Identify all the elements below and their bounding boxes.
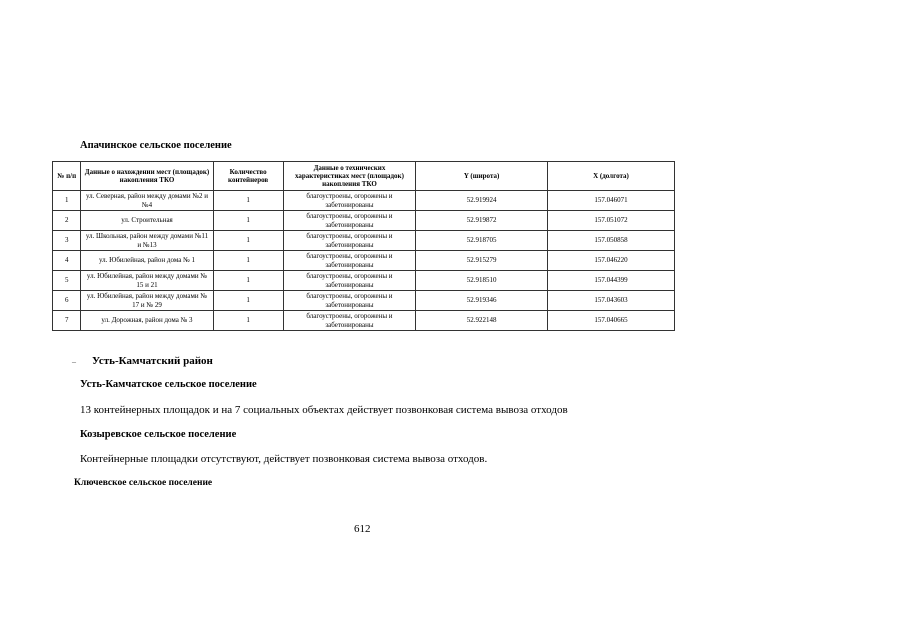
cell-lat: 52.919924 [416,191,548,211]
table-row [53,191,675,211]
table-row [53,271,675,291]
cell-characteristics: благоустроены, огорожены и забетонированы [283,231,416,251]
cell-characteristics: благоустроены, огорожены и забетонированы [283,191,416,211]
cell-lon: 157.040665 [547,311,674,331]
district-bullet: – [72,357,76,366]
header-num: № п/п [53,162,81,191]
section-title-klyuchevskoe: Ключевское сельское поселение [74,478,213,488]
district-line [72,351,213,369]
cell-lat: 52.918705 [416,231,548,251]
table-header-row [53,162,675,191]
cell-lon: 157.044399 [547,271,674,291]
cell-address: ул. Юбилейная, район дома № 1 [81,251,213,271]
cell-characteristics: благоустроены, огорожены и забетонированы [283,211,416,231]
header-lon: X (долгота) [547,162,674,191]
table-row [53,211,675,231]
section-title-ust-kamchatskoe: Усть-Камчатское сельское поселение [80,379,257,390]
cell-count: 1 [213,251,283,271]
table-row [53,231,675,251]
header-address: Данные о нахождении мест (площадок) накопления ТКО [81,162,213,191]
cell-characteristics: благоустроены, огорожены и забетонированы [283,291,416,311]
cell-address: ул. Дорожная, район дома № 3 [81,311,213,331]
cell-count: 1 [213,191,283,211]
cell-num: 3 [53,231,81,251]
section-text-kozyrevskoe: Контейнерные площадки отсутствуют, действует позвонковая система вывоза отходов. [80,453,488,465]
cell-count: 1 [213,291,283,311]
cell-num: 6 [53,291,81,311]
table-row [53,251,675,271]
cell-count: 1 [213,211,283,231]
header-count: Количество контейнеров [213,162,283,191]
cell-num: 1 [53,191,81,211]
cell-lon: 157.043603 [547,291,674,311]
cell-count: 1 [213,231,283,251]
cell-address: ул. Строительная [81,211,213,231]
cell-address: ул. Школьная, район между домами №11 и №13 [81,231,213,251]
page-number: 612 [354,523,371,535]
cell-lat: 52.919872 [416,211,548,231]
section-text-ust-kamchatskoe: 13 контейнерных площадок и на 7 социальных объектах действует позвонковая система вывоза отходов [80,404,568,416]
cell-lat: 52.918510 [416,271,548,291]
cell-count: 1 [213,271,283,291]
section-title-apachinskoe: Апачинское сельское поселение [80,140,232,151]
cell-num: 7 [53,311,81,331]
cell-num: 2 [53,211,81,231]
cell-address: ул. Северная, район между домами №2 и №4 [81,191,213,211]
tko-table [52,161,675,331]
cell-count: 1 [213,311,283,331]
cell-num: 4 [53,251,81,271]
cell-characteristics: благоустроены, огорожены и забетонированы [283,311,416,331]
cell-lat: 52.915279 [416,251,548,271]
header-lat: Y (широта) [416,162,548,191]
cell-lon: 157.046071 [547,191,674,211]
cell-address: ул. Юбилейная, район между домами № 15 и 21 [81,271,213,291]
table-row [53,291,675,311]
cell-characteristics: благоустроены, огорожены и забетонированы [283,251,416,271]
cell-lon: 157.051072 [547,211,674,231]
header-characteristics: Данные о технических характеристиках мест (площадок) накопления ТКО [283,162,416,191]
district-title: Усть-Камчатский район [92,355,213,367]
cell-characteristics: благоустроены, огорожены и забетонированы [283,271,416,291]
cell-lon: 157.046220 [547,251,674,271]
cell-lon: 157.050858 [547,231,674,251]
cell-lat: 52.919346 [416,291,548,311]
cell-num: 5 [53,271,81,291]
cell-address: ул. Юбилейная, район между домами № 17 и № 29 [81,291,213,311]
section-title-kozyrevskoe: Козыревское сельское поселение [80,429,237,440]
table-row [53,311,675,331]
cell-lat: 52.922148 [416,311,548,331]
